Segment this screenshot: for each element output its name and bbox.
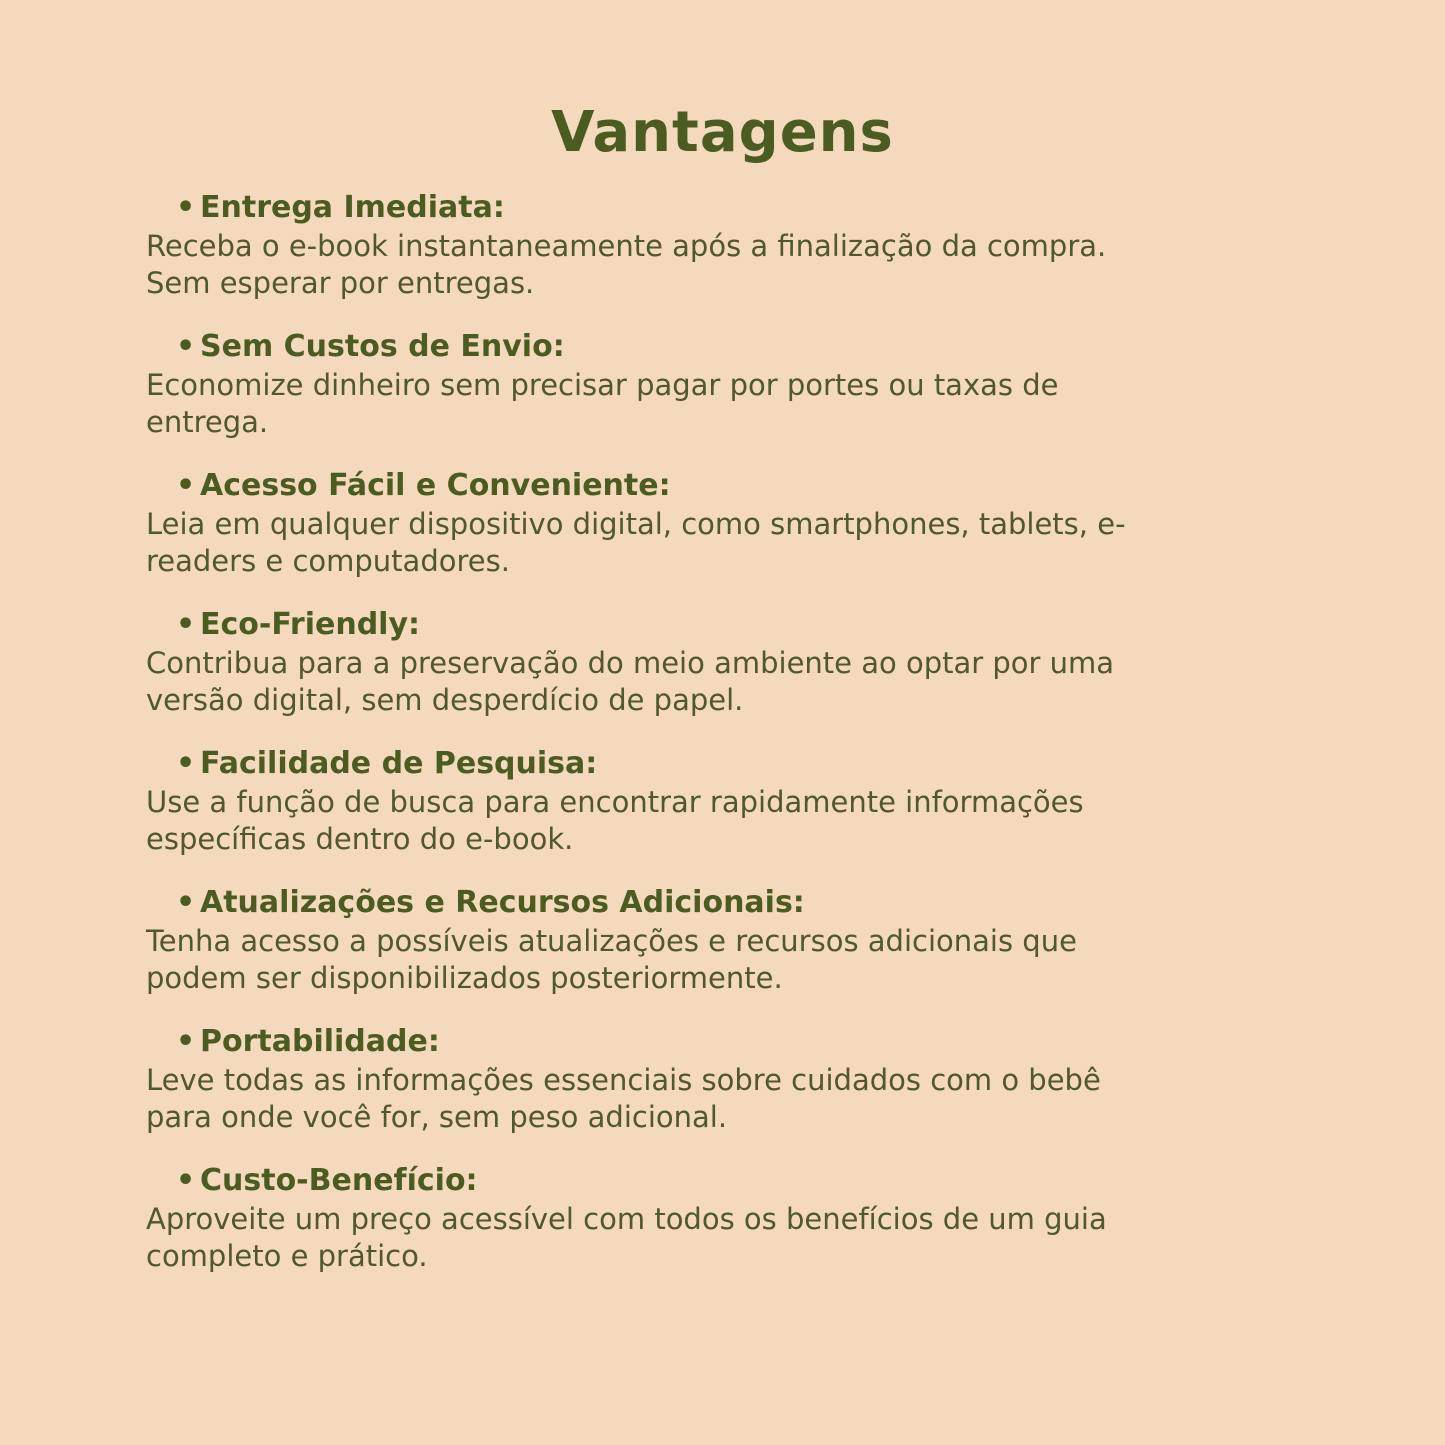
description-line: Sem esperar por entregas. bbox=[146, 266, 535, 300]
list-item bbox=[146, 188, 1296, 302]
description-line: completo e prático. bbox=[146, 1239, 428, 1273]
item-description bbox=[146, 228, 1296, 302]
list-item bbox=[146, 1161, 1296, 1275]
bullet-icon: • bbox=[176, 190, 196, 225]
item-heading bbox=[146, 883, 1296, 923]
bullet-icon: • bbox=[176, 607, 196, 642]
description-line: Tenha acesso a possíveis atualizações e recursos adicionais que bbox=[146, 924, 1077, 958]
item-heading bbox=[146, 1022, 1296, 1062]
bullet-icon: • bbox=[176, 468, 196, 503]
item-description bbox=[146, 645, 1296, 719]
description-line: para onde você for, sem peso adicional. bbox=[146, 1100, 728, 1134]
item-description bbox=[146, 1201, 1296, 1275]
bullet-icon: • bbox=[176, 329, 196, 364]
item-heading bbox=[146, 605, 1296, 645]
description-line: entrega. bbox=[146, 405, 269, 439]
bullet-icon: • bbox=[176, 1024, 196, 1059]
item-heading-text: Eco-Friendly: bbox=[200, 607, 421, 642]
item-description bbox=[146, 1062, 1296, 1136]
list-item bbox=[146, 1022, 1296, 1136]
item-heading-text: Facilidade de Pesquisa: bbox=[200, 746, 598, 781]
page-title: Vantagens bbox=[551, 100, 894, 165]
item-heading-text: Entrega Imediata: bbox=[200, 190, 505, 225]
item-heading-text: Atualizações e Recursos Adicionais: bbox=[200, 885, 805, 920]
item-heading-text: Acesso Fácil e Conveniente: bbox=[200, 468, 671, 503]
item-heading bbox=[146, 744, 1296, 784]
item-heading bbox=[146, 188, 1296, 228]
description-line: Receba o e-book instantaneamente após a finalização da compra. bbox=[146, 229, 1107, 263]
item-description bbox=[146, 784, 1296, 858]
description-line: Aproveite um preço acessível com todos os benefícios de um guia bbox=[146, 1202, 1107, 1236]
bullet-icon: • bbox=[176, 746, 196, 781]
item-heading bbox=[146, 466, 1296, 506]
item-heading bbox=[146, 1161, 1296, 1201]
list-item bbox=[146, 605, 1296, 719]
bullet-icon: • bbox=[176, 885, 196, 920]
description-line: podem ser disponibilizados posteriormente. bbox=[146, 961, 783, 995]
description-line: Contribua para a preservação do meio ambiente ao optar por uma bbox=[146, 646, 1115, 680]
description-line: versão digital, sem desperdício de papel. bbox=[146, 683, 744, 717]
item-heading-text: Portabilidade: bbox=[200, 1024, 440, 1059]
list-item bbox=[146, 466, 1296, 580]
advantages-list bbox=[146, 188, 1296, 1300]
description-line: Economize dinheiro sem precisar pagar por portes ou taxas de bbox=[146, 368, 1059, 402]
list-item bbox=[146, 744, 1296, 858]
item-description bbox=[146, 506, 1296, 580]
item-heading-text: Sem Custos de Envio: bbox=[200, 329, 565, 364]
bullet-icon: • bbox=[176, 1163, 196, 1198]
item-heading bbox=[146, 327, 1296, 367]
item-description bbox=[146, 923, 1296, 997]
list-item bbox=[146, 883, 1296, 997]
description-line: Leve todas as informações essenciais sobre cuidados com o bebê bbox=[146, 1063, 1101, 1097]
item-description bbox=[146, 367, 1296, 441]
item-heading-text: Custo-Benefício: bbox=[200, 1163, 478, 1198]
description-line: específicas dentro do e-book. bbox=[146, 822, 574, 856]
description-line: Use a função de busca para encontrar rapidamente informações bbox=[146, 785, 1084, 819]
description-line: Leia em qualquer dispositivo digital, como smartphones, tablets, e- bbox=[146, 507, 1126, 541]
description-line: readers e computadores. bbox=[146, 544, 510, 578]
list-item bbox=[146, 327, 1296, 441]
